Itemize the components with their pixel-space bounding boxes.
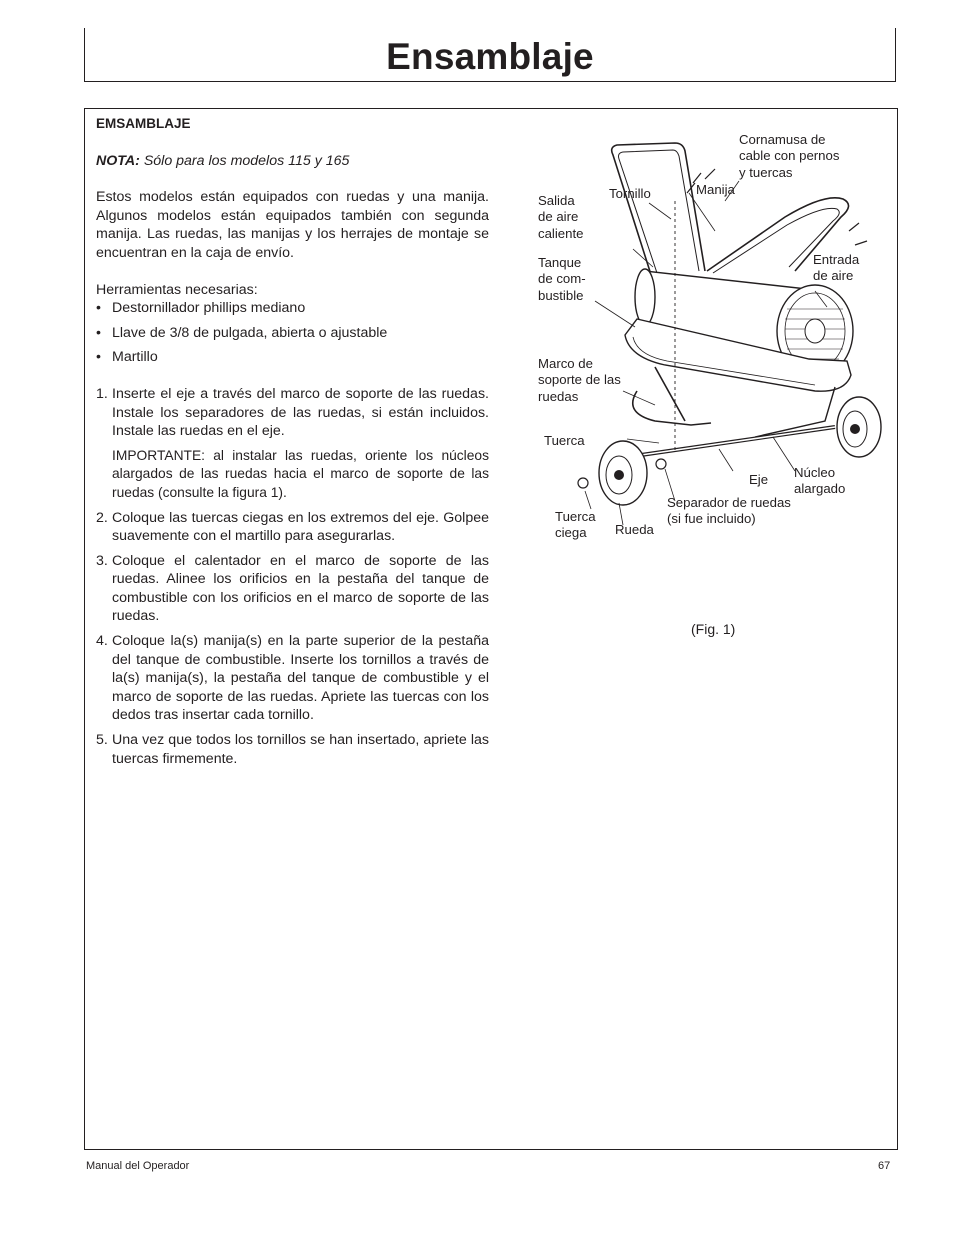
label-entrada: Entrada de aire xyxy=(813,252,860,284)
step-number: 2. xyxy=(96,509,108,526)
page-number: 67 xyxy=(878,1160,891,1172)
important-note: IMPORTANTE: al instalar las ruedas, oriente los núcleos alargados de las ruedas hacia el marco de soporte de las ruedas (consulte la figura 1). xyxy=(112,447,489,500)
step-text: Inserte el eje a través del marco de soporte de las ruedas. Instale los separadores de las ruedas, si están incluidos. Instale las ruedas en el eje. xyxy=(112,385,489,440)
step-number: 4. xyxy=(96,633,108,650)
label-separador: Separador de ruedas (si fue incluido) xyxy=(667,495,791,527)
steps-list xyxy=(96,385,489,768)
step-item xyxy=(96,385,489,503)
step-number: 5. xyxy=(96,732,108,749)
instructions-column xyxy=(96,115,489,774)
tools-heading: Herramientas necesarias: xyxy=(96,281,258,298)
nota xyxy=(96,152,489,171)
tool-item: • Martillo xyxy=(96,348,489,367)
figure-caption: (Fig. 1) xyxy=(691,621,736,637)
nota-text: Sólo para los modelos 115 y 165 xyxy=(139,152,350,169)
step-number: 3. xyxy=(96,552,108,569)
label-tuerca: Tuerca xyxy=(544,433,585,448)
footer-manual-title: Manual del Operador xyxy=(86,1160,190,1172)
step-item xyxy=(96,731,489,768)
label-nucleo: Núcleo alargado xyxy=(794,465,846,497)
label-cornamusa: Cornamusa de cable con pernos y tuercas xyxy=(739,132,840,180)
step-item xyxy=(96,632,489,725)
label-tuerca-ciega: Tuerca ciega xyxy=(555,509,596,541)
step-text: Coloque la(s) manija(s) en la parte superior de la pestaña del tanque de combustible. Inserte los tornillos a través de la(s) manija(s), la pestaña del tanque de combustible y el marco de soporte de las ruedas. Apriete las tuercas con los dedos tras insertar cada tornillo. xyxy=(112,633,489,724)
label-tornillo: Tornillo xyxy=(609,186,651,201)
tool-item: • Destornillador phillips mediano xyxy=(96,299,489,318)
tool-item: • Llave de 3/8 de pulgada, abierta o ajustable xyxy=(96,324,489,343)
step-text: Una vez que todos los tornillos se han insertado, apriete las tuercas firmemente. xyxy=(112,732,489,767)
label-rueda: Rueda xyxy=(615,522,654,537)
step-item xyxy=(96,552,489,626)
label-tanque: Tanque de com- bustible xyxy=(538,255,586,303)
label-manija: Manija xyxy=(696,182,735,197)
step-text: Coloque las tuercas ciegas en los extremos del eje. Golpee suavemente con el martillo para asegurarlas. xyxy=(112,509,489,545)
content-box xyxy=(84,108,898,1150)
nota-label: NOTA: xyxy=(96,152,140,169)
step-item xyxy=(96,509,489,546)
step-text: Coloque el calentador en el marco de soporte de las ruedas. Alinee los orificios en la pestaña del tanque de combustible con los orificios en el marco de soporte de las ruedas. xyxy=(112,552,489,625)
section-heading: EMSAMBLAJE xyxy=(96,116,191,131)
title-box xyxy=(84,28,896,82)
label-marco: Marco de soporte de las ruedas xyxy=(538,356,621,404)
intro-paragraph: Estos modelos están equipados con ruedas y una manija. Algunos modelos están equipados también con segunda manija. Las ruedas, las manijas y los herrajes de montaje se encuentran en la caja de envío. xyxy=(96,189,489,261)
step-number: 1. xyxy=(96,385,108,402)
page-title: Ensamblaje xyxy=(386,36,594,77)
label-eje: Eje xyxy=(749,472,769,487)
tools-list xyxy=(96,299,489,367)
label-salida: Salida de aire caliente xyxy=(538,193,584,241)
